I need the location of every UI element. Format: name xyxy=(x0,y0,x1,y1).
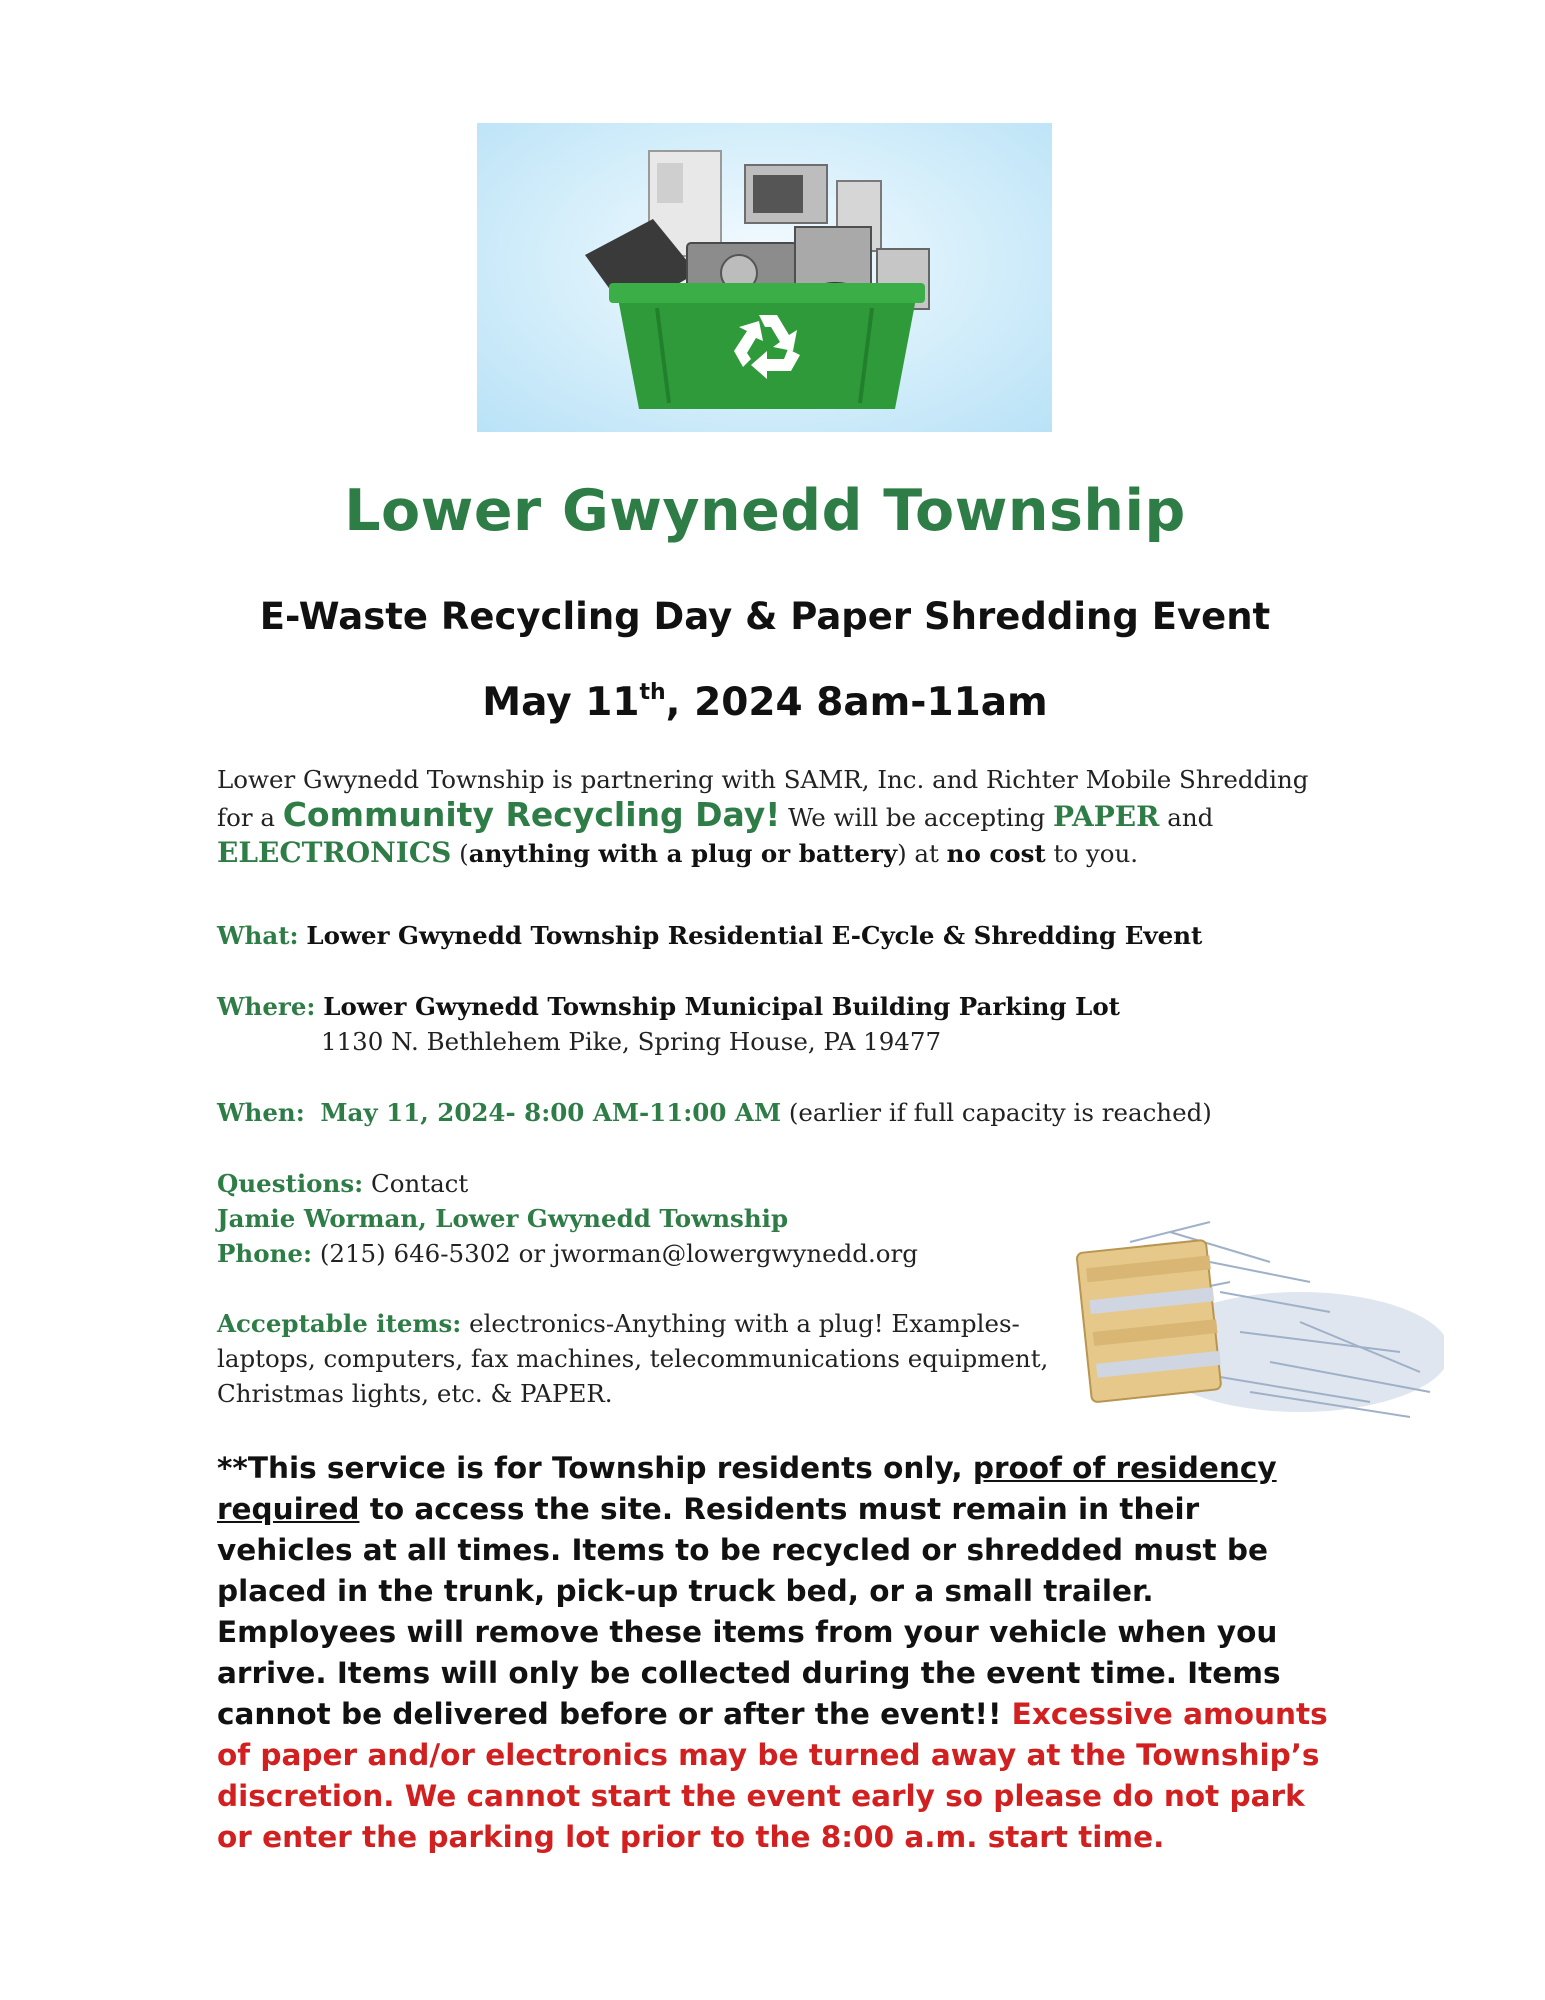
shredded-paper-image xyxy=(1070,1202,1444,1434)
acceptable-items xyxy=(217,1306,1057,1411)
when-line xyxy=(217,1095,1212,1130)
questions-label: Questions: xyxy=(217,1169,364,1198)
event-date-time xyxy=(0,680,1530,725)
microwave-window xyxy=(753,175,803,213)
event-date-rest: , 2024 8am-11am xyxy=(665,680,1048,725)
intro-paragraph xyxy=(217,762,1337,871)
when-value: May 11, 2024- 8:00 AM-11:00 AM xyxy=(320,1098,782,1127)
questions-text: Contact xyxy=(370,1169,469,1198)
community-recycling-day-highlight: Community Recycling Day! xyxy=(282,795,781,834)
intro-text-3: and xyxy=(1159,803,1214,832)
page-title: Lower Gwynedd Township xyxy=(344,478,1186,544)
plug-or-battery-text: anything with a plug or battery xyxy=(468,839,898,868)
folder-stack xyxy=(1076,1240,1221,1403)
shredded-paper-illustration xyxy=(1070,1202,1444,1434)
where-block xyxy=(217,989,1120,1059)
phone-label: Phone: xyxy=(217,1239,313,1268)
where-address: 1130 N. Bethlehem Pike, Spring House, PA 19477 xyxy=(321,1027,942,1056)
notice-text: **This service is for Township residents only, xyxy=(217,1451,973,1485)
event-subtitle: E-Waste Recycling Day & Paper Shredding Event xyxy=(259,595,1271,638)
where-value: Lower Gwynedd Township Municipal Building Parking Lot xyxy=(323,992,1120,1021)
notice-text-2: to access the site. Residents must remain in their vehicles at all times. Items to be recycled or shredded must be placed in the trunk, pick-up truck bed, or a small trailer. Employees will remove these items from your vehicle when you arrive. Items will only be collected during the event time. Items cannot be delivered before or after the event!! xyxy=(217,1492,1281,1731)
contact-name: Jamie Worman, Lower Gwynedd Township xyxy=(217,1204,789,1233)
where-label: Where: xyxy=(217,992,316,1021)
intro-text-2: We will be accepting xyxy=(780,803,1053,832)
event-day: May 11 xyxy=(482,680,640,725)
what-label: What: xyxy=(217,921,299,950)
intro-text: Lower Gwynedd Township is partnering with SAMR, Inc. and Richter Mobile Shredding for a xyxy=(217,765,1309,832)
acceptable-text: electronics-Anything with a plug! Examples- laptops, computers, fax machines, telecommunications equipment, Christmas lights, etc. & PAPER. xyxy=(217,1309,1049,1408)
ewaste-bin-illustration xyxy=(477,123,1052,432)
when-label: When: xyxy=(217,1098,305,1127)
hero-image-ewaste-bin xyxy=(477,123,1052,432)
appliance-panel xyxy=(657,163,683,203)
paper-highlight: PAPER xyxy=(1053,800,1160,833)
bin-rim xyxy=(609,283,925,303)
residency-notice xyxy=(217,1448,1342,1858)
electronics-highlight: ELECTRONICS xyxy=(217,836,452,869)
intro-text-4: ( xyxy=(451,839,469,868)
phone-value: (215) 646-5302 or jworman@lowergwynedd.org xyxy=(319,1239,918,1268)
no-cost-text: no cost xyxy=(946,839,1046,868)
what-value: Lower Gwynedd Township Residential E-Cycle & Shredding Event xyxy=(306,921,1203,950)
acceptable-label: Acceptable items: xyxy=(217,1309,462,1338)
notice-warning: Excessive amounts of paper and/or electronics may be turned away at the Township’s discretion. We cannot start the event early so please do not park or enter the parking lot prior to the 8:00 a.m. start time. xyxy=(217,1697,1328,1854)
day-suffix: th xyxy=(639,680,666,705)
intro-text-5: ) at xyxy=(897,839,947,868)
proof-of-residency-text: proof of residency required xyxy=(217,1451,1277,1526)
when-note: (earlier if full capacity is reached) xyxy=(788,1098,1212,1127)
what-line xyxy=(217,918,1202,953)
intro-text-6: to you. xyxy=(1045,839,1139,868)
questions-block xyxy=(217,1166,918,1271)
